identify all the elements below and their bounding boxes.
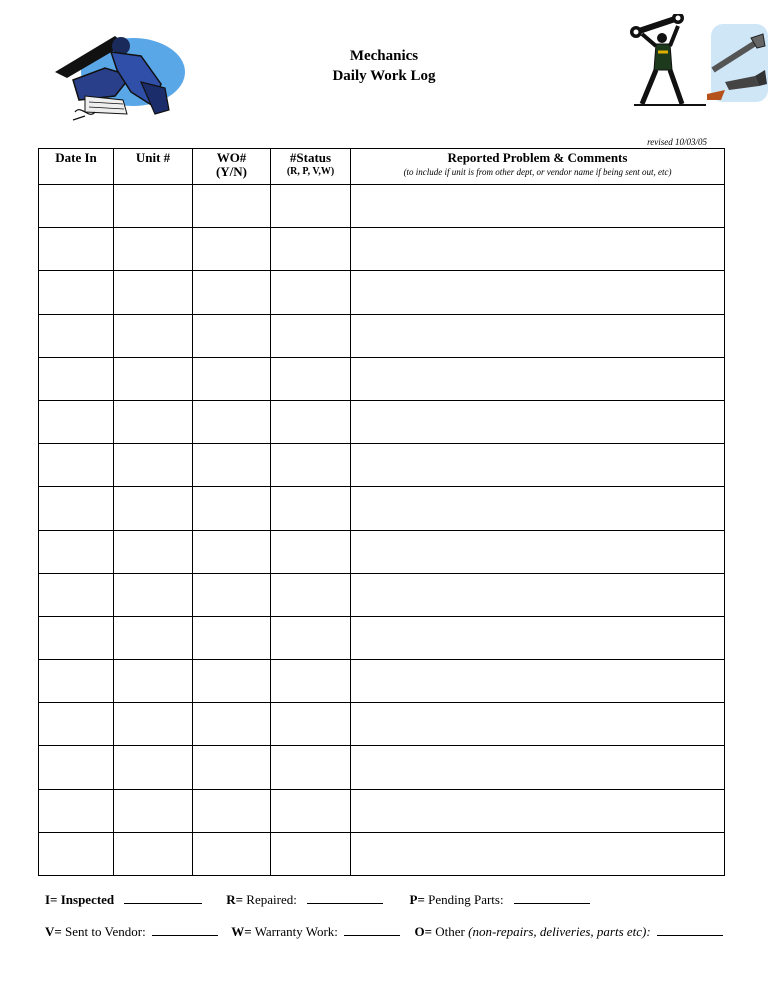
legend-other-note: (non-repairs, deliveries, parts etc): (468, 924, 651, 939)
cell-problem[interactable] (351, 314, 725, 357)
cell-problem[interactable] (351, 832, 725, 875)
cell-unit[interactable] (114, 314, 193, 357)
cell-date-in[interactable] (39, 573, 114, 616)
cell-wo[interactable] (193, 314, 271, 357)
cell-status[interactable] (271, 660, 351, 703)
header-status-sub: (R, P, V,W) (286, 166, 335, 177)
cell-problem[interactable] (351, 357, 725, 400)
header-wo-sub: (Y/N) (215, 164, 248, 179)
legend-vendor-text: Sent to Vendor: (65, 924, 146, 939)
vendor-blank[interactable] (152, 925, 218, 936)
cell-wo[interactable] (193, 185, 271, 228)
table-header-row (39, 149, 725, 185)
cell-wo[interactable] (193, 487, 271, 530)
repaired-blank[interactable] (307, 893, 383, 904)
header-status (271, 149, 351, 185)
cell-status[interactable] (271, 487, 351, 530)
header-problem-note: (to include if unit is from other dept, or vendor name if being sent out, etc) (403, 167, 672, 177)
cell-date-in[interactable] (39, 444, 114, 487)
revision-date: revised 10/03/05 (647, 137, 707, 147)
pending-blank[interactable] (514, 893, 590, 904)
cell-status[interactable] (271, 314, 351, 357)
cell-wo[interactable] (193, 703, 271, 746)
header-wo (193, 149, 271, 185)
cell-problem[interactable] (351, 271, 725, 314)
cell-status[interactable] (271, 746, 351, 789)
cell-status[interactable] (271, 530, 351, 573)
title-line-1: Mechanics (349, 48, 419, 64)
cell-status[interactable] (271, 789, 351, 832)
table-row (39, 314, 725, 357)
legend-warranty-key: W= (231, 924, 252, 939)
cell-date-in[interactable] (39, 530, 114, 573)
cell-unit[interactable] (114, 228, 193, 271)
cell-status[interactable] (271, 357, 351, 400)
cell-status[interactable] (271, 832, 351, 875)
legend-inspected-key: I= (45, 892, 58, 907)
legend-inspected (45, 892, 223, 908)
cell-unit[interactable] (114, 185, 193, 228)
table-row (39, 357, 725, 400)
warranty-blank[interactable] (344, 925, 400, 936)
legend-warranty-text: Warranty Work: (254, 924, 338, 939)
legend-pending-key: P= (409, 892, 425, 907)
cell-date-in[interactable] (39, 789, 114, 832)
other-blank[interactable] (657, 925, 723, 936)
cell-wo[interactable] (193, 789, 271, 832)
legend-pending (410, 892, 590, 908)
cell-unit[interactable] (114, 271, 193, 314)
cell-wo[interactable] (193, 357, 271, 400)
cell-wo[interactable] (193, 228, 271, 271)
cell-status[interactable] (271, 271, 351, 314)
cell-date-in[interactable] (39, 616, 114, 659)
header-problem-label: Reported Problem & Comments (447, 150, 628, 165)
cell-date-in[interactable] (39, 400, 114, 443)
cell-unit[interactable] (114, 616, 193, 659)
header-date-in-label: Date In (55, 150, 97, 165)
cell-wo[interactable] (193, 530, 271, 573)
cell-date-in[interactable] (39, 357, 114, 400)
cell-wo[interactable] (193, 271, 271, 314)
legend-repaired-key: R= (226, 892, 244, 907)
cell-unit[interactable] (114, 832, 193, 875)
cell-date-in[interactable] (39, 228, 114, 271)
header-unit (114, 149, 193, 185)
table-row (39, 487, 725, 530)
cell-unit[interactable] (114, 530, 193, 573)
cell-date-in[interactable] (39, 703, 114, 746)
cell-date-in[interactable] (39, 487, 114, 530)
cell-status[interactable] (271, 185, 351, 228)
cell-unit[interactable] (114, 746, 193, 789)
cell-date-in[interactable] (39, 660, 114, 703)
cell-date-in[interactable] (39, 185, 114, 228)
cell-problem[interactable] (351, 789, 725, 832)
legend-vendor (45, 924, 228, 940)
worker-with-wrench-clipart (628, 14, 708, 106)
table-row (39, 271, 725, 314)
cell-unit[interactable] (114, 444, 193, 487)
header-wo-label: WO# (216, 150, 247, 165)
cell-unit[interactable] (114, 487, 193, 530)
cell-problem[interactable] (351, 703, 725, 746)
cell-problem[interactable] (351, 746, 725, 789)
cell-wo[interactable] (193, 616, 271, 659)
cell-wo[interactable] (193, 832, 271, 875)
pipe-wrench-tools-clipart (705, 24, 768, 102)
cell-status[interactable] (271, 616, 351, 659)
table-row (39, 703, 725, 746)
cell-status[interactable] (271, 400, 351, 443)
legend-other-text: Other (435, 924, 465, 939)
table-row (39, 660, 725, 703)
cell-unit[interactable] (114, 789, 193, 832)
legend-vendor-key: V= (45, 924, 62, 939)
table-row (39, 530, 725, 573)
title-line-2: Daily Work Log (332, 68, 436, 84)
legend-row-1 (45, 892, 590, 908)
cell-problem[interactable] (351, 228, 725, 271)
cell-problem[interactable] (351, 185, 725, 228)
cell-unit[interactable] (114, 573, 193, 616)
legend-other-key: O= (414, 924, 433, 939)
legend-pending-text: Pending Parts: (428, 892, 504, 907)
legend-inspected-text: Inspected (60, 892, 115, 907)
table-row (39, 832, 725, 875)
table-row (39, 444, 725, 487)
table-row (39, 228, 725, 271)
table-row (39, 400, 725, 443)
cell-wo[interactable] (193, 573, 271, 616)
table-row (39, 616, 725, 659)
table-row (39, 573, 725, 616)
header-unit-label: Unit # (135, 150, 171, 165)
legend-repaired-text: Repaired: (246, 892, 297, 907)
header-status-label: #Status (289, 150, 332, 165)
cell-status[interactable] (271, 703, 351, 746)
inspected-blank[interactable] (124, 893, 202, 904)
cell-date-in[interactable] (39, 314, 114, 357)
cell-problem[interactable] (351, 487, 725, 530)
cell-problem[interactable] (351, 444, 725, 487)
legend-other (415, 924, 723, 940)
cell-unit[interactable] (114, 400, 193, 443)
cell-date-in[interactable] (39, 271, 114, 314)
cell-unit[interactable] (114, 660, 193, 703)
cell-unit[interactable] (114, 703, 193, 746)
cell-status[interactable] (271, 228, 351, 271)
cell-wo[interactable] (193, 660, 271, 703)
table-row (39, 746, 725, 789)
header-date-in (39, 149, 114, 185)
table-row (39, 185, 725, 228)
cell-problem[interactable] (351, 400, 725, 443)
legend-warranty (231, 924, 411, 940)
legend-row-2 (45, 924, 723, 940)
table-row (39, 789, 725, 832)
cell-problem[interactable] (351, 616, 725, 659)
cell-problem[interactable] (351, 573, 725, 616)
legend-repaired (226, 892, 406, 908)
cell-problem[interactable] (351, 660, 725, 703)
cell-problem[interactable] (351, 530, 725, 573)
cell-wo[interactable] (193, 400, 271, 443)
cell-date-in[interactable] (39, 746, 114, 789)
cell-date-in[interactable] (39, 832, 114, 875)
cell-status[interactable] (271, 573, 351, 616)
header-problem (351, 149, 725, 185)
work-log-table (38, 148, 725, 876)
cell-wo[interactable] (193, 746, 271, 789)
cell-unit[interactable] (114, 357, 193, 400)
cell-status[interactable] (271, 444, 351, 487)
cell-wo[interactable] (193, 444, 271, 487)
